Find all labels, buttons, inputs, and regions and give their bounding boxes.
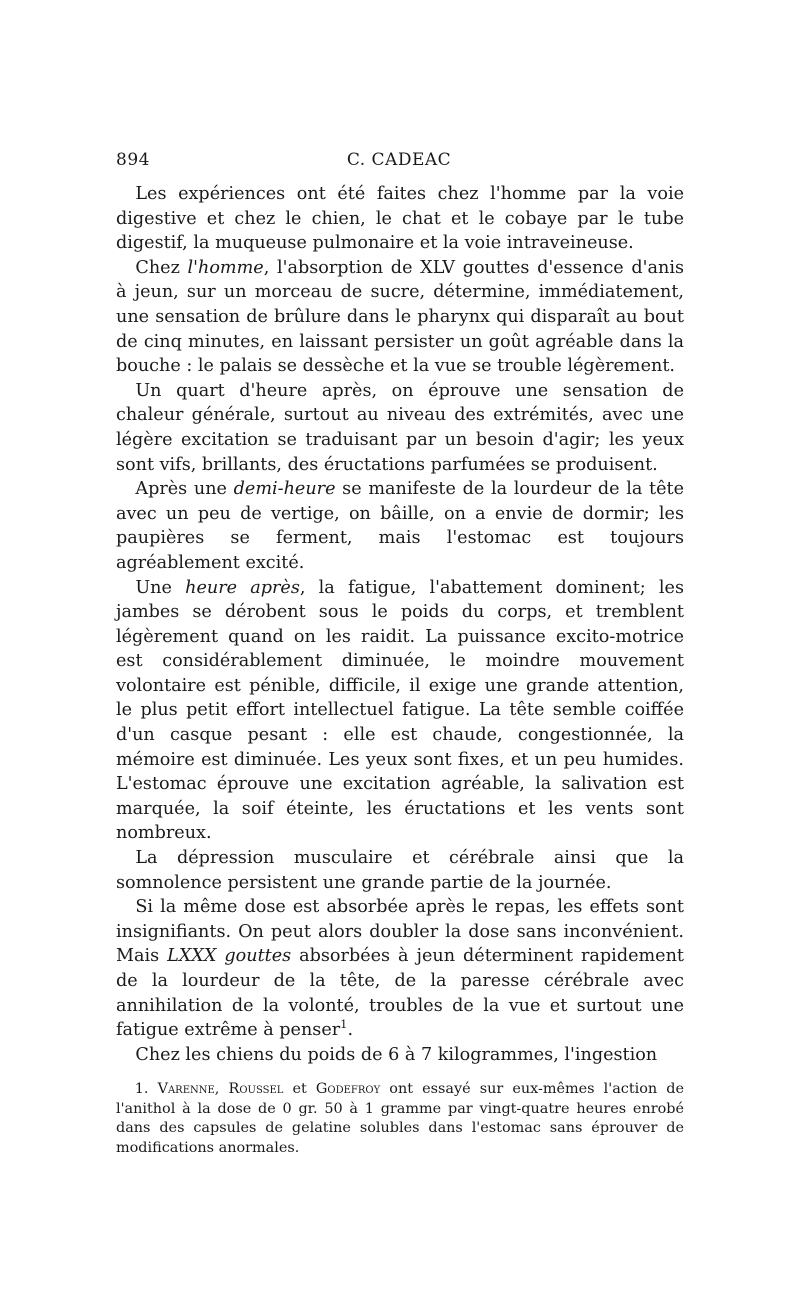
paragraph-1: Les expériences ont été faites chez l'homme par la voie digestive et chez le chien, le chat et le cobaye par le tube digestif, la muqueuse pulmonaire et la voie intraveineuse. [116,184,684,254]
footnote-author: Godefroy [315,1081,381,1097]
italic-term: demi-heure [233,479,336,500]
paragraph-7: Si la même dose est absorbée après le repas, les effets sont insignifiants. On peut alors doubler la dose sans inconvénient. Mais LXXX gouttes absorbées à jeun déterminent rapidement de la lourdeur de la tête, de la paresse cérébrale avec annihilation de la volonté, troubles de la vue et surtout une fatigue extrême à penser$^1$. [116,897,684,1041]
italic-term: l'homme [187,257,264,278]
paragraph-6: La dépression musculaire et cérébrale ainsi que la somnolence persistent une grande partie de la journée. [116,848,684,893]
paragraph-8: Chez les chiens du poids de 6 à 7 kilogrammes, l'ingestion [135,1044,658,1065]
footnote-number: 1. [134,1081,149,1097]
body-text [116,182,684,1067]
italic-term: LXXX gouttes [167,946,292,967]
footnotes [116,1080,684,1158]
paragraph-2: Chez l'homme, l'absorption de XLV gouttes d'essence d'anis à jeun, sur un morceau de sucre, détermine, immédiatement, une sensation de brûlure dans le pharynx qui disparaît au bout de cinq minutes, en laissant persister un goût agréable dans la bouche : le palais se dessèche et la vue se trouble légèrement. [116,257,684,377]
paragraph-4: Après une demi-heure se manifeste de la lourdeur de la tête avec un peu de vertige, on bâille, on a envie de dormir; les paupières se ferment, mais l'estomac est toujours agréablement excité. [116,479,684,573]
running-title: C. CADEAC [346,150,452,170]
paragraph-3: Un quart d'heure après, on éprouve une sensation de chaleur générale, surtout au niveau des extrémités, avec une légère excitation se traduisant par un besoin d'agir; les yeux sont vifs, brillants, des éructations parfumées se produisent. [116,380,684,475]
footnote-reference[interactable]: 1 [340,1017,348,1032]
italic-term: heure après [185,577,300,598]
paragraph-5: Une heure après, la fatigue, l'abattement dominent; les jambes se dérobent sous le poids du corps, et tremblent légèrement quand on les raidit. La puissance excito-motrice est considérablement diminuée, le moindre mouvement volontaire est pénible, difficile, il exige une grande attention, le plus petit effort intellectuel fatigue. La tête semble coiffée d'un casque pesant : elle est chaude, congestionnée, la mémoire est diminuée. Les yeux sont fixes, et un peu humides. L'estomac éprouve une excitation agréable, la salivation est marquée, la soif éteinte, les éructations et les vents sont nombreux. [116,577,685,844]
page-number: 894 [116,150,150,170]
footnote-1: 1. Varenne, Roussel et Godefroy ont essayé sur eux-mêmes l'action de l'anithol à la dose de 0 gr. 50 à 1 gramme par vingt-quatre heures enrobé dans des capsules de gelatine solubles dans l'estomac sans éprouver de modifications anormales. [116,1081,684,1156]
footnote-text: ont essayé sur eux-mêmes l'action de l'anithol à la dose de 0 gr. 50 à 1 gramme par vingt-quatre heures enrobé dans des capsules de gelatine solubles dans l'estomac sans éprouver de modifications anormales. [116,1081,684,1156]
footnote-authors: Varenne, Roussel [157,1081,284,1097]
running-header [116,150,682,174]
